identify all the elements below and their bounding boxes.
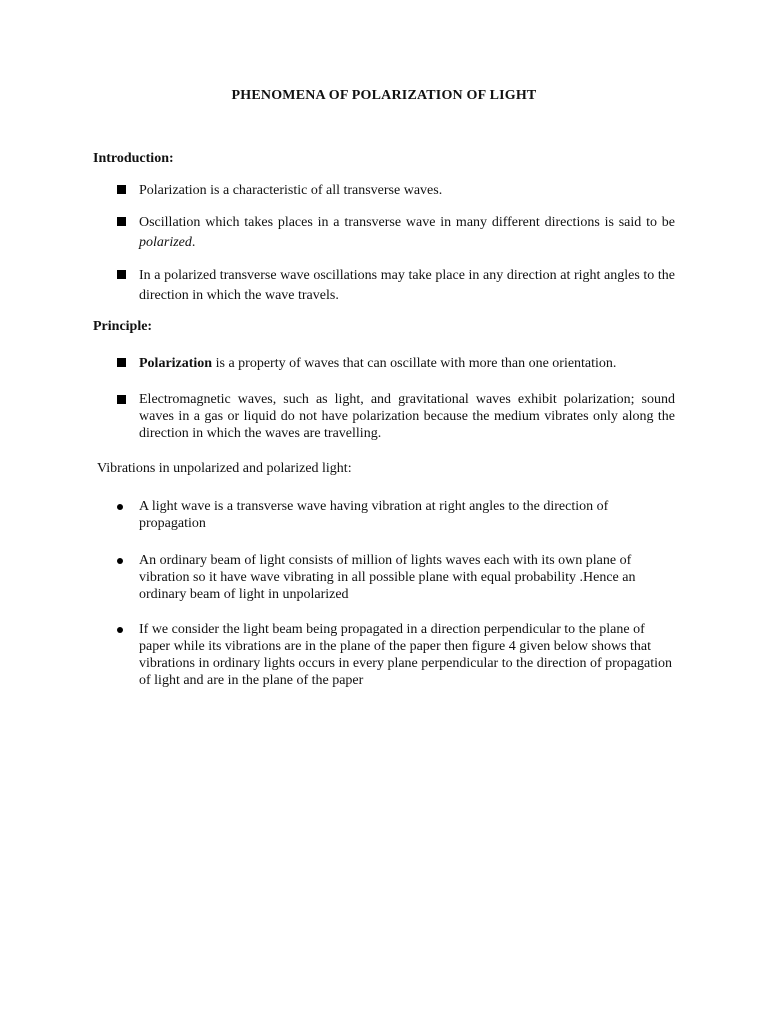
principle-heading: Principle:	[93, 319, 153, 334]
introduction-heading: Introduction:	[93, 151, 174, 166]
round-bullet-icon	[117, 627, 123, 633]
principle-item-1	[117, 354, 675, 374]
intro-item-3-text: In a polarized transverse wave oscillations may take place in any direction at right angles to the direction in which the wave travels.	[139, 268, 675, 303]
intro-item-3	[117, 266, 675, 306]
vibration-item-2	[117, 552, 675, 603]
intro-item-2-text	[139, 213, 675, 253]
square-bullet-icon	[117, 185, 126, 194]
vibration-item-3-text: If we consider the light beam being propagated in a direction perpendicular to the plane of paper while its vibrations are in the plane of the paper then figure 4 given below shows that vibrations in ordinary lights occurs in every plane perpendicular to the direction of propagation of light and are in the plane of the paper	[139, 622, 673, 688]
principle-item-1-text	[139, 354, 675, 374]
intro-item-1	[117, 181, 675, 201]
polarization-term: Polarization	[139, 356, 213, 371]
polarized-term: polarized	[139, 235, 192, 250]
document-title: PHENOMENA OF POLARIZATION OF LIGHT	[231, 88, 537, 103]
intro-item-2-before: Oscillation which takes places in a transverse wave in many different directions is said to be	[139, 215, 675, 230]
round-bullet-icon	[117, 558, 123, 564]
principle-item-2-text: Electromagnetic waves, such as light, and gravitational waves exhibit polarization; sound waves in a gas or liquid do not have polarization because the medium vibrates only along the direction in which the waves are travelling.	[139, 392, 675, 441]
intro-item-2-after: .	[191, 235, 196, 250]
vibration-item-1-text: A light wave is a transverse wave having vibration at right angles to the direction of propagation	[139, 499, 609, 531]
square-bullet-icon	[117, 395, 126, 404]
round-bullet-icon	[117, 504, 123, 510]
intro-item-2	[117, 213, 675, 253]
square-bullet-icon	[117, 270, 126, 279]
vibrations-note: Vibrations in unpolarized and polarized light:	[97, 461, 352, 476]
principle-item-1-rest: is a property of waves that can oscillate with more than one orientation.	[212, 356, 617, 371]
vibration-item-1	[117, 498, 675, 532]
square-bullet-icon	[117, 217, 126, 226]
principle-item-2	[117, 391, 675, 442]
intro-item-1-text: Polarization is a characteristic of all transverse waves.	[139, 183, 443, 198]
square-bullet-icon	[117, 358, 126, 367]
vibration-item-2-text: An ordinary beam of light consists of million of lights waves each with its own plane of vibration so it have wave vibrating in all possible plane with equal probability .Hence an ordinary beam of light in unpolarized	[139, 553, 636, 602]
vibration-item-3	[117, 621, 675, 689]
